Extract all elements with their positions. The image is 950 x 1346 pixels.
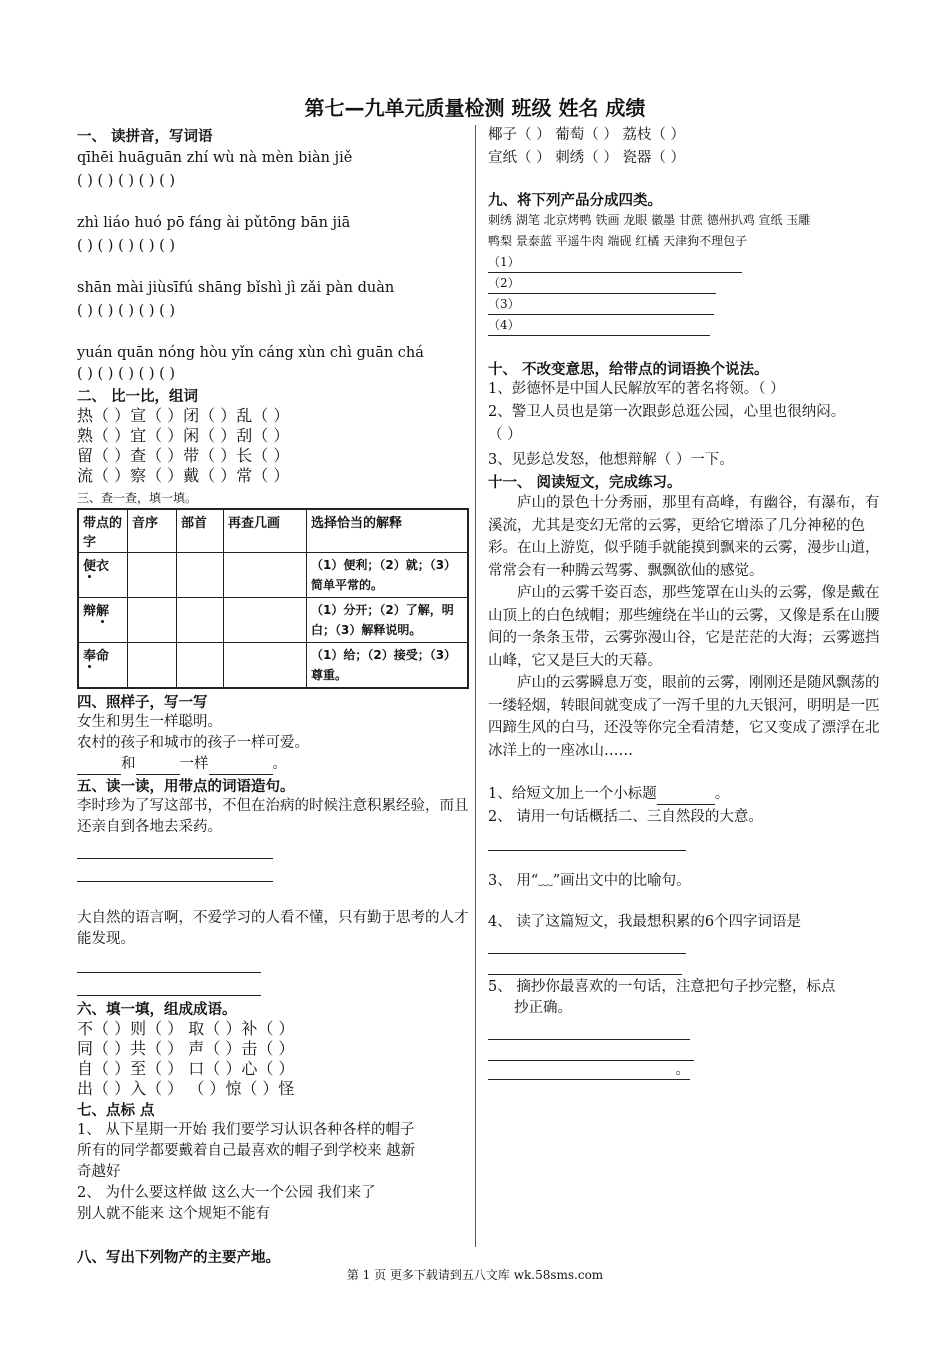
idiom-row[interactable]: 自（ ）至（ ） 口（ ）心（ ）	[77, 1059, 295, 1078]
section-7-heading: 七、点标 点	[77, 1103, 155, 1119]
category-line[interactable]: （2）	[488, 273, 716, 294]
answer-line[interactable]: 。	[488, 1061, 690, 1080]
passage: 李时珍为了写这部书，不但在治病的时候注意积累经验，而且还亲自到各地去采药。	[77, 798, 469, 835]
table-explain: （1）便利；（2）就；（3）简单平常的。	[307, 553, 469, 598]
product-row[interactable]: 宣纸（ ） 刺绣（ ） 瓷器（ ）	[488, 150, 686, 166]
answer-line[interactable]	[488, 832, 686, 851]
pinyin-row: shān mài jiùsīfú shāng bǐshì jì zǎi pàn duàn	[77, 280, 395, 296]
answer-line[interactable]	[488, 935, 686, 954]
product-row[interactable]: 椰子（ ） 葡萄（ ） 荔枝（ ）	[488, 127, 686, 143]
table-cell-input[interactable]	[224, 598, 307, 643]
reading-question: 2、 请用一句话概括二、三自然段的大意。	[488, 809, 763, 825]
punctuation-sentence: 1、 从下星期一开始 我们要学习认识各种各样的帽子	[77, 1122, 415, 1138]
compare-row[interactable]: 留（ ）查（ ）带（ ）长（ ）	[77, 446, 290, 465]
table-row	[78, 598, 468, 643]
product-list: 鸭梨 景泰蓝 平遥牛肉 端砚 红橘 天津狗不理包子	[488, 234, 748, 248]
idiom-row[interactable]: 不（ ）则（ ） 取（ ）补（ ）	[77, 1019, 295, 1038]
category-line[interactable]: （4）	[488, 315, 710, 336]
table-row	[78, 643, 468, 689]
passage: 大自然的语言啊，不爱学习的人看不懂，只有勤于思考的人才能发现。	[77, 910, 469, 947]
pinyin-row: qīhēi huāguān zhí wù nà mèn biàn jiě	[77, 150, 353, 166]
table-word: 辩解	[78, 598, 128, 643]
section-2-heading: 二、 比一比，组词	[77, 389, 199, 405]
example-sentence: 农村的孩子和城市的孩子一样可爱。	[77, 735, 309, 751]
section-3-heading: 三、查一查，填一填。	[77, 491, 198, 505]
rewrite-question[interactable]: 3、见彭总发怒，他想辩解（ ）一下。	[488, 452, 734, 468]
table-cell-input[interactable]	[128, 643, 177, 689]
table-cell-input[interactable]	[128, 553, 177, 598]
section-4-heading: 四、照样子，写一写	[77, 695, 208, 711]
punctuation-sentence: 奇越好	[77, 1164, 121, 1180]
section-6-heading: 六、填一填，组成成语。	[77, 1002, 237, 1018]
category-line[interactable]: （1）	[488, 252, 742, 273]
blank-row[interactable]: ( ) ( ) ( ) ( ) ( )	[77, 173, 176, 189]
compare-row[interactable]: 流（ ）察（ ）戴（ ）常（ ）	[77, 466, 290, 485]
reading-question: 5、 摘抄你最喜欢的一句话，注意把句子抄完整，标点	[488, 979, 836, 995]
blank-row[interactable]: ( ) ( ) ( ) ( ) ( )	[77, 238, 176, 254]
rewrite-question[interactable]: 1、彭德怀是中国人民解放军的著名将领。（ ）	[488, 381, 785, 397]
table-header: 再查几画	[224, 509, 307, 553]
reading-question[interactable]: 1、给短文加上一个小标题 。	[488, 784, 888, 805]
table-cell-input[interactable]	[224, 643, 307, 689]
table-cell-input[interactable]	[177, 598, 224, 643]
section-11-heading: 十一、 阅读短文，完成练习。	[488, 475, 682, 491]
section-10-heading: 十、 不改变意思，给带点的词语换个说法。	[488, 362, 769, 378]
reading-question: 抄正确。	[514, 1000, 572, 1016]
table-word: 奉命	[78, 643, 128, 689]
rewrite-answer[interactable]: （ ）	[488, 427, 522, 443]
section-5-heading: 五、读一读，用带点的词语造句。	[77, 779, 295, 795]
right-column	[488, 125, 888, 1080]
fill-sentence[interactable]: 和 一样 。	[77, 754, 469, 775]
punctuation-sentence: 所有的同学都要戴着自己最喜欢的帽子到学校来 越新	[77, 1143, 416, 1159]
table-explain: （1）给；（2）接受；（3）尊重。	[307, 643, 469, 689]
answer-line[interactable]	[488, 1042, 694, 1061]
answer-line[interactable]	[77, 840, 273, 859]
table-cell-input[interactable]	[128, 598, 177, 643]
table-cell-input[interactable]	[177, 553, 224, 598]
answer-line[interactable]	[77, 954, 261, 973]
reading-question: 3、 用“﹏”画出文中的比喻句。	[488, 873, 691, 889]
product-list: 刺绣 湖笔 北京烤鸭 铁画 龙眼 徽墨 甘蔗 德州扒鸡 宣纸 玉雕	[488, 213, 811, 227]
blank-row[interactable]: ( ) ( ) ( ) ( ) ( )	[77, 366, 176, 382]
table-row	[78, 553, 468, 598]
reading-paragraph: 庐山的景色十分秀丽，那里有高峰，有幽谷，有瀑布，有溪流，尤其是变幻无常的云雾，更给它增添了几分神秘的色彩。在山上游览，似乎随手就能摸到飘来的云雾，漫步山道，常常会有一种腾云驾雾、飘飘欲仙的感觉。	[488, 495, 880, 579]
reading-paragraph: 庐山的云雾瞬息万变，眼前的云雾，刚刚还是随风飘荡的一缕轻烟，转眼间就变成了一泻千里的九天银河，明明是一匹四蹄生风的白马，还没等你完全看清楚，它又变成了漂浮在北冰洋上的一座冰山……	[488, 675, 880, 759]
dictionary-table	[77, 508, 469, 689]
example-sentence: 女生和男生一样聪明。	[77, 714, 222, 730]
table-word: 便衣	[78, 553, 128, 598]
category-line[interactable]: （3）	[488, 294, 714, 315]
idiom-row[interactable]: 同（ ）共（ ） 声（ ）击（ ）	[77, 1039, 295, 1058]
section-9-heading: 九、将下列产品分成四类。	[488, 193, 662, 209]
table-cell-input[interactable]	[177, 643, 224, 689]
answer-line[interactable]	[77, 863, 273, 882]
answer-line[interactable]	[77, 977, 261, 996]
punctuation-sentence: 别人就不能来 这个规矩不能有	[77, 1206, 271, 1222]
compare-row[interactable]: 热（ ）宣（ ）闭（ ）乱（ ）	[77, 406, 290, 425]
pinyin-row: zhì liáo huó pō fáng ài pǔtōng bān jiā	[77, 215, 351, 231]
punctuation-sentence: 2、 为什么要这样做 这么大一个公园 我们来了	[77, 1185, 376, 1201]
reading-paragraph: 庐山的云雾千姿百态，那些笼罩在山头的云雾，像是戴在山顶上的白色绒帽；那些缠绕在半山的云雾，又像是系在山腰间的一条条玉带，云雾弥漫山谷，它是茫茫的大海；云雾遮挡山峰，它又是巨大的天幕。	[488, 585, 880, 669]
page-footer: 第 1 页 更多下载请到五八文库 wk.58sms.com	[346, 1268, 604, 1282]
table-explain: （1）分开；（2）了解，明白；（3）解释说明。	[307, 598, 469, 643]
left-column	[77, 125, 469, 1267]
answer-line[interactable]	[488, 956, 682, 975]
section-8-heading: 八、写出下列物产的主要产地。	[77, 1250, 280, 1266]
table-header: 带点的字	[78, 509, 128, 553]
blank-row[interactable]: ( ) ( ) ( ) ( ) ( )	[77, 303, 176, 319]
rewrite-question[interactable]: 2、警卫人员也是第一次跟彭总逛公园，心里也很纳闷。	[488, 404, 846, 420]
table-header: 音序	[128, 509, 177, 553]
page-title: 第七—九单元质量检测 班级 姓名 成绩	[304, 96, 646, 120]
answer-line[interactable]	[488, 1021, 690, 1040]
pinyin-row: yuán quān nóng hòu yǐn cáng xùn chì guān chá	[77, 345, 424, 361]
compare-row[interactable]: 熟（ ）宜（ ）闲（ ）刮（ ）	[77, 426, 290, 445]
table-header: 部首	[177, 509, 224, 553]
section-1-heading: 一、 读拼音，写词语	[77, 129, 213, 145]
table-cell-input[interactable]	[224, 553, 307, 598]
column-divider	[475, 125, 476, 1247]
table-header: 选择恰当的解释	[307, 509, 469, 553]
idiom-row[interactable]: 出（ ）入（ ） （ ）惊（ ）怪	[77, 1079, 295, 1098]
table-word-rest: 衣	[96, 559, 110, 574]
reading-question: 4、 读了这篇短文，我最想积累的6个四字词语是	[488, 914, 802, 930]
